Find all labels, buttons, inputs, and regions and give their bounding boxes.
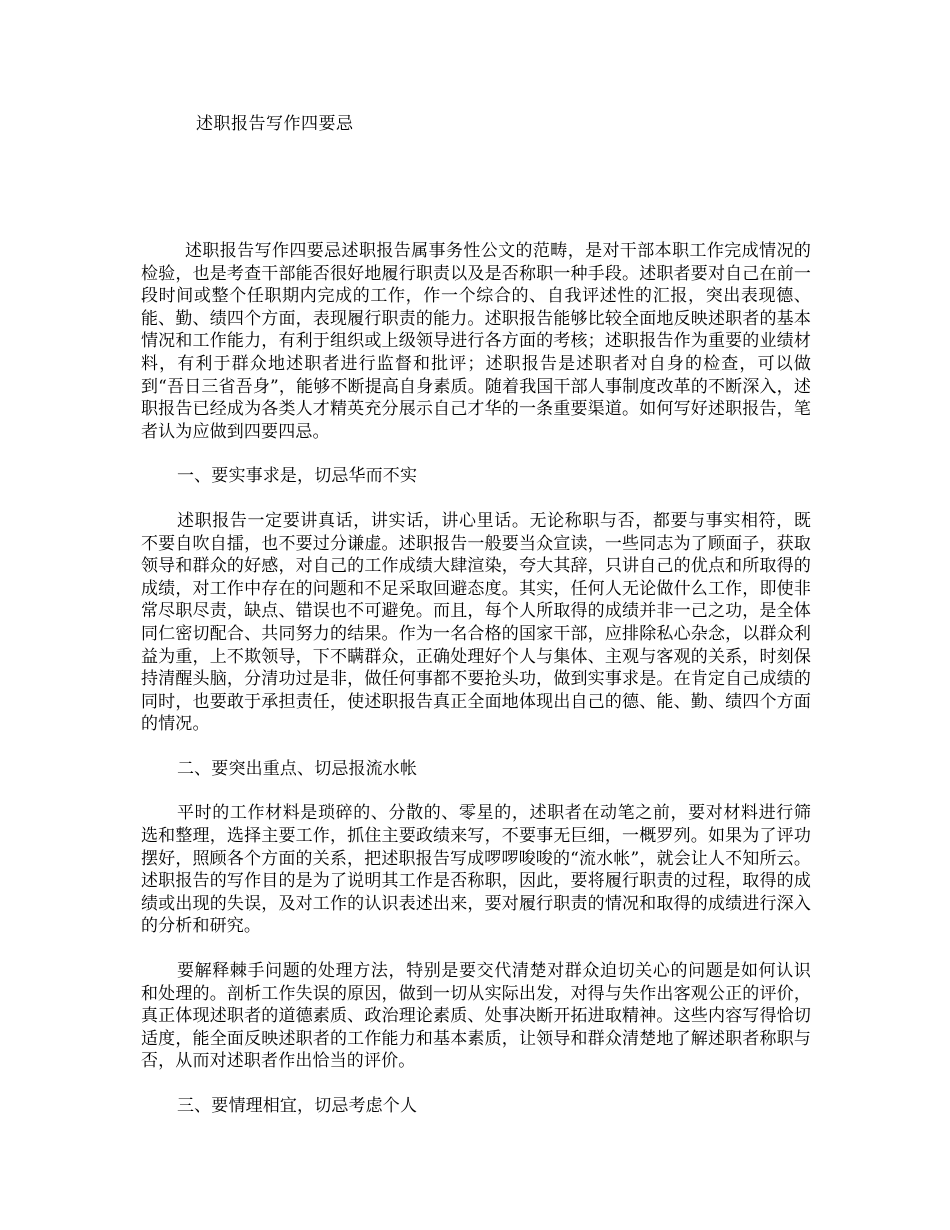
document-title: 述职报告写作四要忌 [196,114,354,134]
section-2-paragraph-2: 要解释棘手问题的处理方法，特别是要交代清楚对群众迫切关心的问题是如何认识和处理的。剖析工作失误的原因，做到一切从实际出发，对得与失作出客观公正的评价，真正体现述职者的道德素质、政治理论素质、处事决断开拓进取精神。这些内容写得恰切适度，能全面反映述职者的工作能力和基本素质，让领导和群众清楚地了解述职者称职与否，从而对述职者作出恰当的评价。 [141,961,811,1072]
section-2-paragraph-1: 平时的工作材料是琐碎的、分散的、零星的，述职者在动笔之前，要对材料进行筛选和整理，选择主要工作，抓住主要政绩来写，不要事无巨细，一概罗列。如果为了评功摆好，照顾各个方面的关系，把述职报告写成啰啰唆唆的“流水帐”，就会让人不知所云。述职报告的写作目的是为了说明其工作是否称职，因此，要将履行职责的过程，取得的成绩或出现的失误，及对工作的认识表述出来，要对履行职责的情况和取得的成绩进行深入的分析和研究。 [141,803,811,937]
section-2-heading: 二、要突出重点、切忌报流水帐 [177,758,418,779]
section-1-heading: 一、要实事求是，切忌华而不实 [177,466,418,487]
document-body [141,240,811,1140]
intro-paragraph: 述职报告写作四要忌述职报告属事务性公文的范畴，是对干部本职工作完成情况的检验，也是考查干部能否很好地履行职责以及是否称职一种手段。述职者要对自己在前一段时间或整个任职期内完成的工作，作一个综合的、自我评述性的汇报，突出表现德、能、勤、绩四个方面，表现履行职责的能力。述职报告能够比较全面地反映述职者的基本情况和工作能力，有利于组织或上级领导进行各方面的考核；述职报告作为重要的业绩材料，有利于群众地述职者进行监督和批评；述职报告是述职者对自身的检查，可以做到“吾日三省吾身”，能够不断提高自身素质。随着我国干部人事制度改革的不断深入，述职报告已经成为各类人才精英充分展示自己才华的一条重要渠道。如何写好述职报告，笔者认为应做到四要四忌。 [141,241,811,442]
section-1-paragraph: 述职报告一定要讲真话，讲实话，讲心里话。无论称职与否，都要与事实相符，既不要自吹自擂，也不要过分谦虚。述职报告一般要当众宣读，一些同志为了顾面子，获取领导和群众的好感，对自己的工作成绩大肆渲染，夸大其辞，只讲自己的优点和所取得的成绩，对工作中存在的问题和不足采取回避态度。其实，任何人无论做什么工作，即使非常尽职尽责，缺点、错误也不可避免。而且，每个人所取得的成绩并非一己之功，是全体同仁密切配合、共同努力的结果。作为一名合格的国家干部，应排除私心杂念，以群众利益为重，上不欺领导，下不瞒群众，正确处理好个人与集体、主观与客观的关系，时刻保持清醒头脑，分清功过是非，做任何事都不要抢头功，做到实事求是。在肯定自己成绩的同时，也要敢于承担责任，使述职报告真正全面地体现出自己的德、能、勤、绩四个方面的情况。 [141,510,811,735]
section-3-heading: 三、要情理相宜，切忌考虑个人 [177,1096,418,1116]
